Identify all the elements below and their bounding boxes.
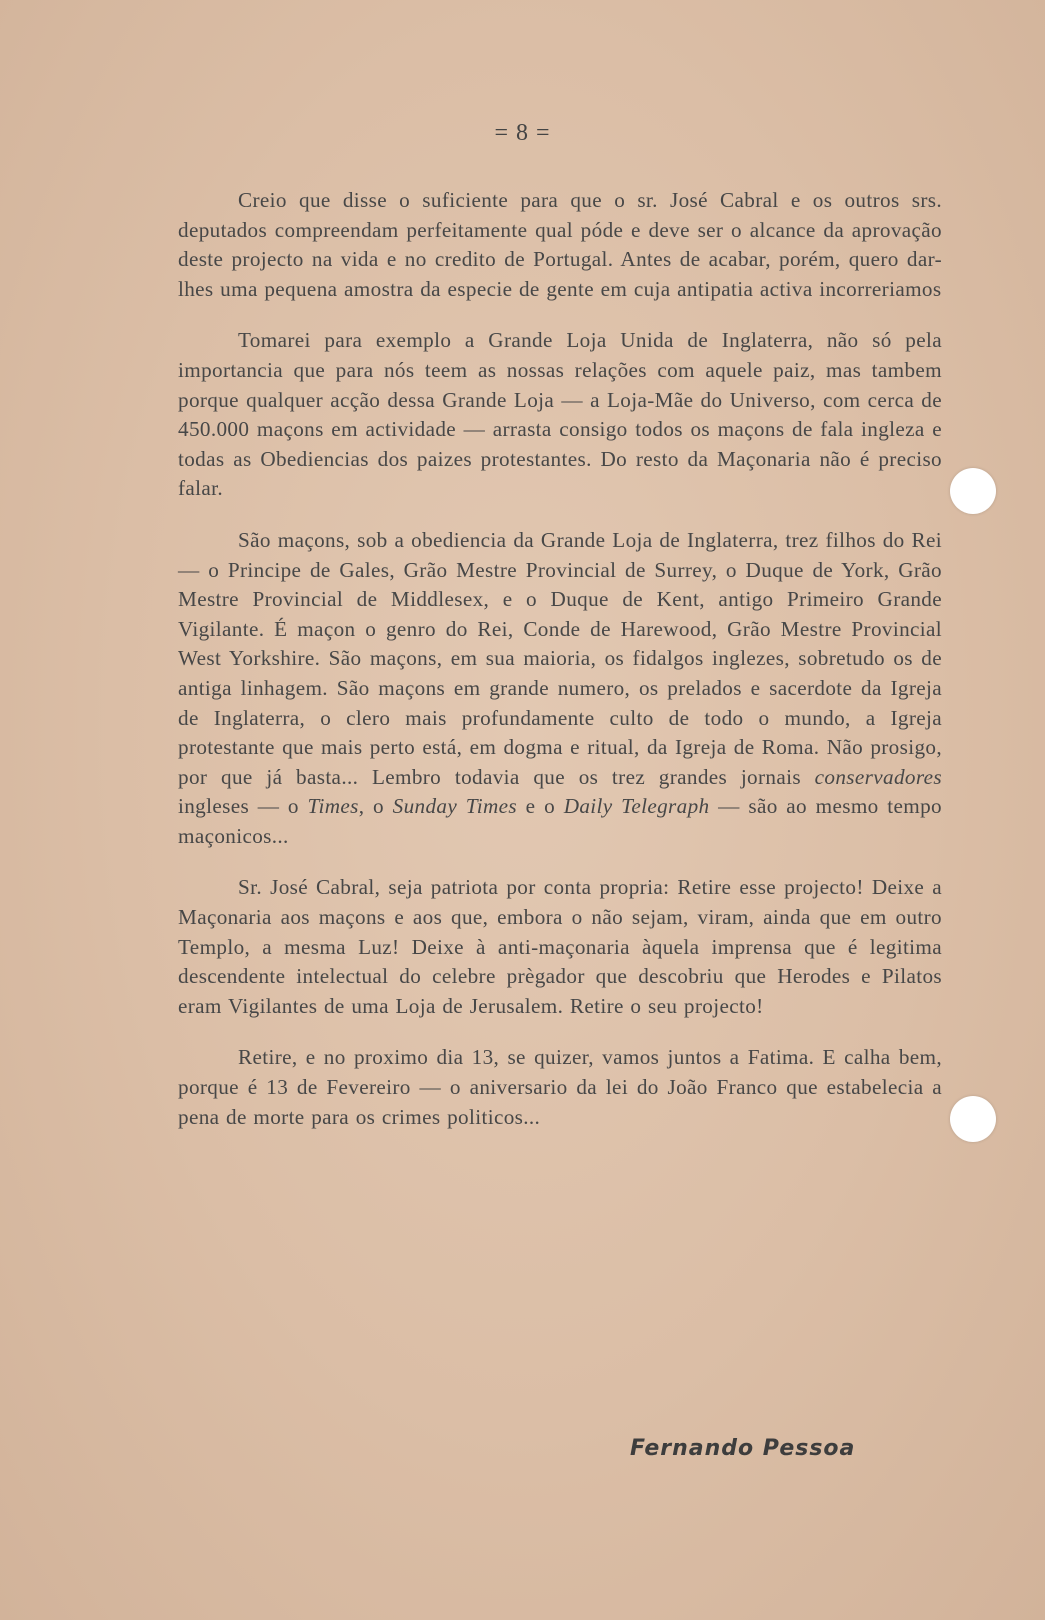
text-run: Creio que disse o suficiente para que o sr. José Cabral e os outros srs. deputados compreendam perfeitamente qual póde e deve ser o alcance da aprovação deste projecto na vida e no credito de Portugal. Antes de acabar, porém, quero dar-lhes uma pequena amostra da especie de gente em cuja antipatia activa incorreriamos xyxy=(178,188,942,301)
text-run: e o xyxy=(517,794,564,819)
page-number: = 8 = xyxy=(494,120,551,146)
punch-hole xyxy=(950,1096,996,1142)
text-run: São maçons, sob a obediencia da Grande Loja de Inglaterra, trez filhos do Rei — o Principe de Gales, Grão Mestre Provincial de Surrey, o Duque de York, Grão Mestre Provincial de Middlesex, e o Duque de Kent, antigo Primeiro Grande Vigilante. É maçon o genro do Rei, Conde de Harewood, Grão Mestre Provincial West Yorkshire. São maçons, em sua maioria, os fidalgos inglezes, sobretudo os de antiga linhagem. São maçons em grande numero, os prelados e sacerdote da Igreja de Inglaterra, o clero mais profundamente culto de todo o mundo, a Igreja protestante que mais perto está, em dogma e ritual, da Igreja de Roma. Não prosigo, por que já basta... Lembro todavia que os trez grandes jornais xyxy=(178,527,942,789)
body-text xyxy=(178,186,942,1154)
punch-hole xyxy=(950,468,996,514)
italic-text-run: conservadores xyxy=(814,764,942,789)
text-run: — são ao mesmo tempo maçonicos... xyxy=(178,794,942,848)
paragraph-3 xyxy=(178,526,942,852)
paragraph-1 xyxy=(178,186,942,304)
paragraph-4 xyxy=(178,873,942,1021)
italic-text-run: Daily Telegraph xyxy=(563,794,710,819)
text-run: Tomarei para exemplo a Grande Loja Unida de Inglaterra, não só pela importancia que para nós teem as nossas relações com aquele paiz, mas tambem porque qualquer acção dessa Grande Loja — a Loja-Mãe do Universo, com cerca de 450.000 maçons em actividade — arrasta consigo todos os maçons de fala ingleza e todas as Obediencias dos paizes protestantes. Do resto da Maçonaria não é preciso falar. xyxy=(178,328,942,501)
text-run: , o xyxy=(358,794,393,819)
text-run: Retire, e no proximo dia 13, se quizer, vamos juntos a Fatima. E calha bem, porque é 13 de Fevereiro — o aniversario da lei do João Franco que estabelecia a pena de morte para os crimes politicos... xyxy=(178,1045,942,1129)
paragraph-2 xyxy=(178,326,942,504)
italic-text-run: Times xyxy=(307,794,359,819)
text-run: ingleses — o xyxy=(178,794,308,819)
paragraph-5 xyxy=(178,1043,942,1132)
signature: Fernando Pessoa xyxy=(630,1436,856,1461)
text-run: Sr. José Cabral, seja patriota por conta propria: Retire esse projecto! Deixe a Maçonaria aos maçons e aos que, embora o não sejam, viram, ainda que em outro Templo, a mesma Luz! Deixe à anti-maçonaria àquela imprensa que é legitima descendente intelectual do celebre prègador que descobriu que Herodes e Pilatos eram Vigilantes de uma Loja de Jerusalem. Retire o seu projecto! xyxy=(178,875,942,1018)
italic-text-run: Sunday Times xyxy=(392,794,517,819)
